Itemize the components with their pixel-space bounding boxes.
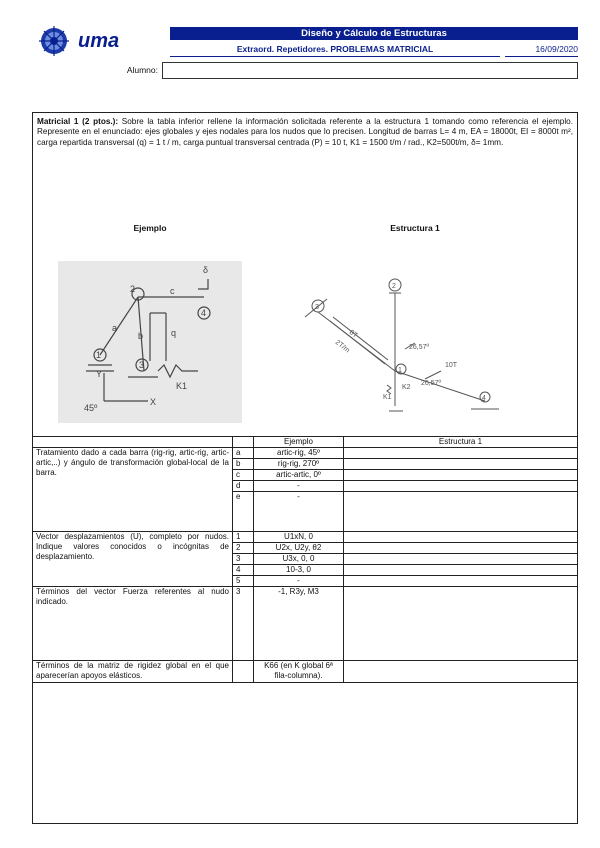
example-answer: K66 (en K global 6ª fila-columna). [254, 661, 344, 683]
example-answer: 10-3, 0 [254, 565, 344, 576]
table-row [33, 587, 578, 661]
sketch-label: 4 [482, 395, 486, 402]
sketch-label: K2 [402, 384, 411, 391]
example-answer: U3x, 0, 0 [254, 554, 344, 565]
structure-answer-cell[interactable] [344, 459, 578, 470]
sketch-label: 2 [392, 283, 396, 290]
student-label: Alumno: [126, 65, 158, 75]
statement-text: Sobre la tabla inferior rellene la información solicitada referente a la estructura 1 tomando como referencia el ejemplo. Represente en el enunciado: ejes globales y ejes nodales para los nudos que lo precisen. Longitud de barras L= 4 m, EA = 18000t, EI = 8000t m², carga repartida transversal (q) = 1 t / m, carga puntual transversal centrada (P) = 10 t, K1 = 1500 t/m / rad., K2=500t/m, δ= 1mm. [37, 117, 573, 147]
row-key: 3 [233, 554, 254, 565]
col-header-structure: Estructura 1 [344, 437, 578, 448]
example-answer: - [254, 492, 344, 532]
row-key: c [233, 470, 254, 481]
example-answer: artic-artic, 0º [254, 470, 344, 481]
row-key: b [233, 459, 254, 470]
sketch-label: 26,57º [409, 344, 430, 351]
sketch-label: X [150, 397, 157, 407]
sketch-label: 1 [96, 350, 102, 360]
col-header-example: Ejemplo [254, 437, 344, 448]
structure-answer-cell[interactable] [344, 554, 578, 565]
example-answer: - [254, 481, 344, 492]
row-key: 2 [233, 543, 254, 554]
structure-answer-cell[interactable] [344, 492, 578, 532]
row-key: 5 [233, 576, 254, 587]
example-sketch [58, 261, 242, 423]
sketch-label: 3 [315, 304, 319, 311]
row-key: 1 [233, 532, 254, 543]
sketch-label: 2T/m [333, 339, 351, 355]
example-answer: - [254, 576, 344, 587]
logo-text: uma [78, 30, 120, 52]
structure-answer-cell[interactable] [344, 543, 578, 554]
statement-heading: Matricial 1 (2 ptos.): [37, 117, 119, 126]
sketch-label: Y [96, 369, 103, 379]
sketch-label: K1 [383, 394, 392, 401]
example-answer: -1, R3y, M3 [254, 587, 344, 661]
sketch-label: a [112, 323, 118, 333]
question-force-vector: Términos del vector Fuerza referentes al nudo indicado. [33, 587, 233, 661]
student-name-field[interactable] [162, 62, 578, 79]
row-key: a [233, 448, 254, 459]
row-key: d [233, 481, 254, 492]
question-stiffness-matrix: Términos de la matriz de rigidez global en el que aparecerían apoyos elásticos. [33, 661, 233, 683]
table-row [33, 661, 578, 683]
table-row [33, 532, 578, 543]
answer-table [32, 436, 578, 683]
sketch-label: 45º [84, 403, 98, 413]
sketch-label: 3 [139, 360, 145, 370]
row-key [233, 661, 254, 683]
logo-emblem-icon [30, 26, 78, 56]
structure-answer-cell[interactable] [344, 576, 578, 587]
structure-answer-cell[interactable] [344, 661, 578, 683]
sketch-label: K1 [176, 381, 188, 391]
sketch-label: 10T [445, 362, 458, 369]
sketch-label: 2 [130, 284, 136, 294]
sketch-label: c [170, 286, 175, 296]
structure-answer-cell[interactable] [344, 565, 578, 576]
sketch-label: b [138, 331, 144, 341]
structure-label: Estructura 1 [390, 223, 440, 233]
structure-answer-cell[interactable] [344, 532, 578, 543]
structure-answer-cell[interactable] [344, 448, 578, 459]
course-title: Diseño y Cálculo de Estructuras [301, 28, 447, 39]
question-displacement-vector: Vector desplazamientos (U), completo por nudos. Indique valores conocidos o incógnitas de desplazamiento. [33, 532, 233, 587]
sketch-label: 1 [398, 367, 402, 374]
structure-answer-cell[interactable] [344, 587, 578, 661]
sketch-label: 26,57º [421, 380, 442, 387]
row-key: 3 [233, 587, 254, 661]
problem-statement [37, 117, 573, 148]
sketch-label: q [171, 328, 177, 338]
exam-subtitle: Extraord. Repetidores. PROBLEMAS MATRICIAL [170, 42, 500, 57]
table-header-row [33, 437, 578, 448]
row-key: e [233, 492, 254, 532]
table-row [33, 448, 578, 459]
structure-sketch [285, 261, 520, 423]
sketch-label: δ [203, 265, 209, 275]
example-answer: U2x, U2y, θ2 [254, 543, 344, 554]
example-answer: rig-rig, 270º [254, 459, 344, 470]
structure-answer-cell[interactable] [344, 470, 578, 481]
example-answer: artic-rig, 45º [254, 448, 344, 459]
row-key: 4 [233, 565, 254, 576]
question-bar-treatment: Tratamiento dado a cada barra (rig-rig, artic-rig, artic-artic,..) y ángulo de transformación global-local de la barra. [33, 448, 233, 532]
example-answer: U1xN, 0 [254, 532, 344, 543]
structure-answer-cell[interactable] [344, 481, 578, 492]
example-label: Ejemplo [133, 223, 167, 233]
exam-date: 16/09/2020 [505, 42, 578, 57]
sketch-label: 8T [347, 329, 359, 340]
sketch-label: 4 [201, 308, 207, 318]
